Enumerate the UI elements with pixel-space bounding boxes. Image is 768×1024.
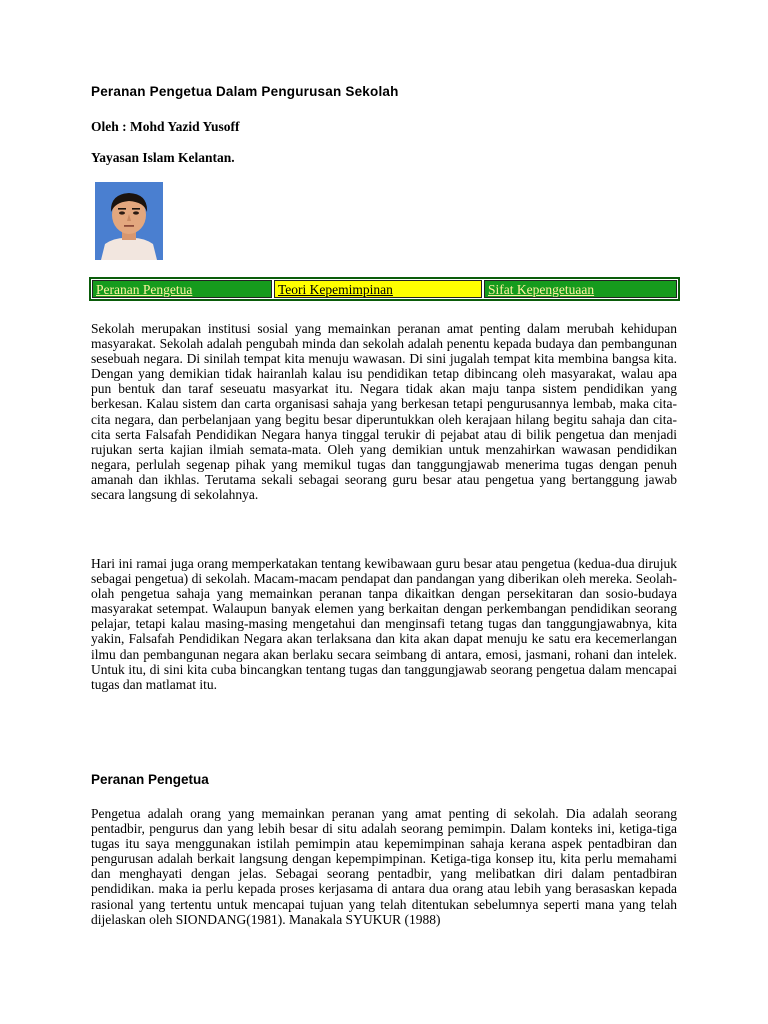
nav-link-teori-kepemimpinan[interactable]: Teori Kepemimpinan (274, 280, 482, 298)
organization-line: Yayasan Islam Kelantan. (91, 150, 235, 165)
author-line: Oleh : Mohd Yazid Yusoff (91, 119, 240, 134)
nav-link-peranan-pengetua[interactable]: Peranan Pengetua (92, 280, 272, 298)
document-title: Peranan Pengetua Dalam Pengurusan Sekolah (91, 84, 399, 99)
nav-link-sifat-kepengetuaan[interactable]: Sifat Kepengetuaan (484, 280, 677, 298)
author-portrait-photo (95, 182, 163, 260)
section-heading-peranan-pengetua: Peranan Pengetua (91, 772, 209, 787)
paragraph-kewibawaan: Hari ini ramai juga orang memperkatakan tentang kewibawaan guru besar atau pengetua (kedua-dua dirujuk sebagai pengetua) di sekolah. Macam-macam pendapat dan pandangan yang diberikan oleh mereka. Seolah-olah pengetua sahaja yang memainkan peranan tanpa dikaitkan dengan persekitaran dan sosio-budaya masyarakat setempat. Walaupun banyak elemen yang berkaitan dengan perkembangan pendidikan seorang pelajar, tetapi kalau masing-masing mengetahui dan menginsafi tetang tugas dan tanggungjawabnya, kita yakin, Falsafah Pendidikan Negara akan terlaksana dan kita akan dapat menuju ke satu era kecemerlangan ilmu dan pembangunan negara akan berlaku secara seimbang di antara, emosi, jasmani, rohani dan intelek. Untuk itu, di sini kita cuba bincangkan tentang tugas dan tanggungjawab seorang pengetua dalam mencapai tugas dan matlamat itu. (91, 556, 677, 692)
portrait-illustration (95, 182, 163, 260)
section-navigation-table (89, 277, 680, 301)
paragraph-introduction: Sekolah merupakan institusi sosial yang memainkan peranan amat penting dalam merubah kehidupan masyarakat. Sekolah adalah pengubah minda dan sekolah adalah penentu kepada budaya dan pembangunan sesebuah negara. Di sinilah tempat kita menuju wawasan. Di sini jugalah tempat kita membina bangsa kita. Dengan yang demikian tidak hairanlah kalau isu pendidikan tetap dibincang oleh masyarakat, walau apa pun bentuk dan taraf seseuatu masyarkat itu. Negara tidak akan maju tanpa sistem pendidikan yang berkesan. Kalau sistem dan carta organisasi sahaja yang berkesan tetapi pengurusannya lembab, maka cita-cita negara, dan perbelanjaan yang begitu besar diperuntukkan oleh kerajaan hilang begitu sahaja dan cita-cita serta Falsafah Pendidikan Negara hanya tinggal terukir di pejabat atau di bilik pengetua dan menjadi rujukan serta kajian ilmiah semata-mata. Oleh yang demikian untuk menzahirkan wawasan pendidikan negara, perlulah segenap pihak yang memikul tugas dan tanggungjawab menerima tugas dengan penuh amanah dan ikhlas. Terutama sekali sebagai seorang guru besar atau pengetua yang bertanggung jawab secara langsung di sekolahnya. (91, 321, 677, 503)
paragraph-peranan-pengetua: Pengetua adalah orang yang memainkan peranan yang amat penting di sekolah. Dia adalah seorang pentadbir, pengurus dan yang lebih besar di situ adalah seorang pemimpin. Dalam konteks ini, ketiga-tiga tugas itu saya menggunakan istilah pemimpin atau kepemimpinan sahaja kerana aspek pentadbiran dan pengurusan adalah berkait langsung dengan kepempimpinan. Ketiga-tiga konsep itu, kita perlu memahami dan menghayati dengan jelas. Sebagai seorang pentadbir, yang melibatkan diri dalam pentadbiran pendidikan. maka ia perlu kepada proses kerjasama di antara dua orang atau lebih yang berasaskan kepada rasional yang tertentu untuk mencapai tujuan yang telah ditentukan sebelumnya seperti mana yang telah dijelaskan oleh SIONDANG(1981). Manakala SYUKUR (1988) (91, 806, 677, 927)
